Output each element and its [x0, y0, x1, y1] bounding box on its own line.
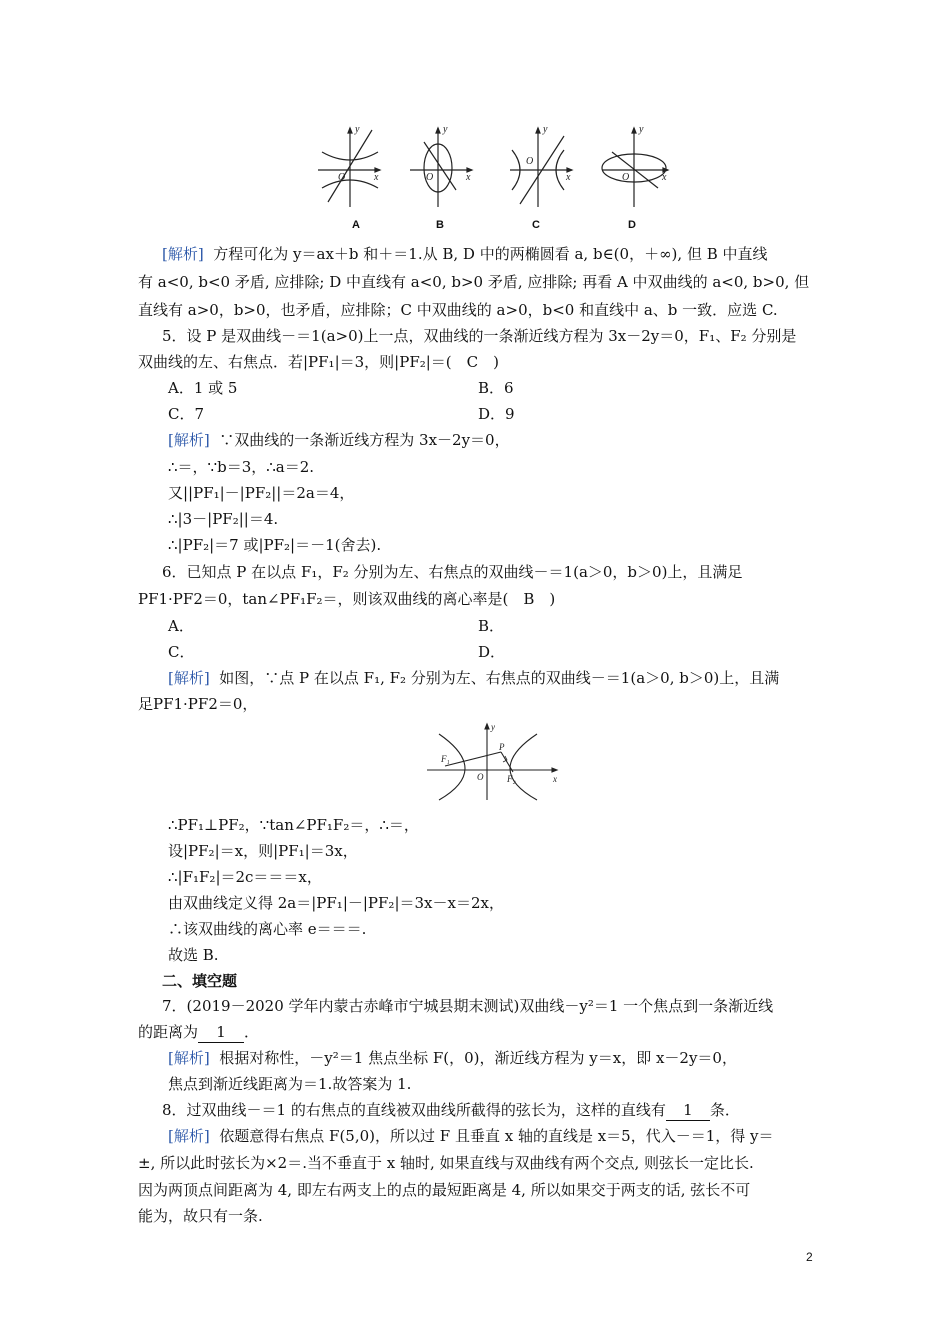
solution-q7-line2: 焦点到渐近线距离为＝1.故答案为 1.: [168, 1075, 412, 1093]
graph-c: [510, 124, 572, 207]
q5-option-a: A．1 或 5: [168, 379, 238, 397]
fig2-y-label: y: [491, 722, 495, 732]
q6-option-b: B．: [478, 617, 505, 635]
graph-b: [410, 124, 472, 207]
solution-q5-line1: [解析] ∵双曲线的一条渐近线方程为 3x－2y＝0，: [168, 431, 510, 449]
answer-blank-q7: 1: [198, 1022, 244, 1043]
question-7-line1: 7．(2019－2020 学年内蒙古赤峰市宁城县期末测试)双曲线－y²＝1 一个焦点到一条渐近线: [162, 997, 774, 1015]
figure-label-a: A: [352, 219, 360, 231]
solution-q5-line3: 又||PF₁|－|PF₂||＝2a＝4，: [168, 484, 355, 502]
svg-text:O: O: [338, 172, 346, 183]
question-5-line2: 双曲线的左、右焦点．若|PF₁|＝3，则|PF₂|＝( C ): [138, 353, 499, 371]
graph-d: [602, 124, 668, 207]
svg-text:y: y: [443, 124, 448, 135]
fig2-o-label: O: [477, 772, 484, 782]
fig2-f1-label: F₁: [441, 754, 450, 764]
figure-hyperbola: [425, 722, 565, 802]
q6-option-a: A．: [168, 617, 194, 635]
q6-option-d: D．: [478, 643, 506, 661]
fig2-p-label: P: [499, 742, 505, 752]
analysis-tag: [解析]: [162, 245, 204, 263]
solution-q6-line4: 设|PF₂|＝x，则|PF₁|＝3x，: [168, 842, 358, 860]
solution-q4-line2: 有 a<0, b<0 矛盾, 应排除; D 中直线有 a<0, b>0 矛盾, 应排除; 再看 A 中双曲线的 a<0, b>0, 但: [138, 273, 810, 291]
solution-q6-line2: 足PF1·PF2＝0，: [138, 695, 258, 713]
solution-q8-line2: ±, 所以此时弦长为×2＝.当不垂直于 x 轴时, 如果直线与双曲线有两个交点, 则弦长一定比长.: [138, 1154, 754, 1172]
question-7-line2: 的距离为 1 ．: [138, 1023, 260, 1041]
svg-text:O: O: [426, 172, 434, 183]
section-heading-fill-in: 二、填空题: [162, 973, 238, 990]
figure-options-abcd: [310, 122, 670, 210]
solution-q8-line3: 因为两顶点间距离为 4, 即左右两支上的点的最短距离是 4, 所以如果交于两支的话, 弦长不可: [138, 1181, 751, 1199]
y-label: y: [355, 124, 360, 135]
solution-q7-line1: [解析] 根据对称性，－y²＝1 焦点坐标 F(，0)，渐近线方程为 y＝x，即 x－2y＝0，: [168, 1049, 737, 1067]
q5-option-b: B．6: [478, 379, 514, 397]
solution-q6-line5: ∴|F₁F₂|＝2c＝＝＝x，: [168, 868, 322, 886]
q6-option-c: C．: [168, 643, 195, 661]
fig2-f2-label: F₂: [507, 774, 516, 784]
answer-blank-q8: 1: [666, 1100, 710, 1121]
svg-text:O: O: [622, 172, 630, 183]
solution-q6-line8: 故选 B.: [168, 946, 219, 964]
solution-q6-line7: ∴该双曲线的离心率 e＝＝＝.: [168, 920, 367, 938]
svg-text:x: x: [566, 172, 571, 183]
solution-q6-line6: 由双曲线定义得 2a＝|PF₁|－|PF₂|＝3x－x＝2x，: [168, 894, 504, 912]
graph-a: [318, 124, 380, 207]
figure-label-b: B: [436, 219, 444, 231]
solution-q6-line1: [解析] 如图，∵点 P 在以点 F₁, F₂ 分别为左、右焦点的双曲线－＝1(a＞0, b＞0)上，且满: [168, 669, 780, 687]
question-5-line1: 5．设 P 是双曲线－＝1(a>0)上一点，双曲线的一条渐近线方程为 3x－2y＝0，F₁、F₂ 分别是: [162, 327, 797, 345]
svg-text:y: y: [639, 124, 644, 135]
question-6-line1: 6．已知点 P 在以点 F₁，F₂ 分别为左、右焦点的双曲线－＝1(a＞0，b＞0)上，且满足: [162, 563, 743, 581]
svg-text:x: x: [374, 172, 379, 183]
svg-text:x: x: [662, 172, 667, 183]
svg-text:O: O: [526, 156, 534, 167]
solution-q4-line3: 直线有 a>0，b>0，也矛盾，应排除；C 中双曲线的 a>0，b<0 和直线中 a、b 一致．应选 C.: [138, 301, 778, 319]
fig2-x-label: x: [553, 774, 557, 784]
solution-q5-line4: ∴|3－|PF₂||＝4.: [168, 510, 279, 528]
solution-q6-line3: ∴PF₁⊥PF₂，∵tan∠PF₁F₂＝，∴＝，: [168, 816, 419, 834]
page-number: 2: [806, 1250, 813, 1264]
solution-q8-line1: [解析] 依题意得右焦点 F(5,0)，所以过 F 且垂直 x 轴的直线是 x＝5，代入－＝1，得 y＝: [168, 1127, 774, 1145]
svg-text:y: y: [543, 124, 548, 135]
question-8-line1: 8．过双曲线－＝1 的右焦点的直线被双曲线所截得的弦长为，这样的直线有 1 条．: [162, 1101, 740, 1119]
figure-label-c: C: [532, 219, 540, 231]
solution-q5-line5: ∴|PF₂|＝7 或|PF₂|＝－1(舍去).: [168, 536, 382, 554]
q5-option-c: C．7: [168, 405, 205, 423]
solution-q5-line2: ∴＝，∵b＝3，∴a＝2.: [168, 458, 315, 476]
solution-q4-line1: [解析] 方程可化为 y＝ax＋b 和＋＝1.从 B, D 中的两椭圆看 a, b∈(0，＋∞), 但 B 中直线: [162, 245, 768, 263]
q5-option-d: D．9: [478, 405, 515, 423]
svg-text:x: x: [466, 172, 471, 183]
question-6-line2: PF1·PF2＝0，tan∠PF₁F₂＝，则该双曲线的离心率是( B ): [138, 590, 556, 608]
solution-q8-line4: 能为，故只有一条.: [138, 1207, 263, 1225]
figure-label-d: D: [628, 219, 636, 231]
